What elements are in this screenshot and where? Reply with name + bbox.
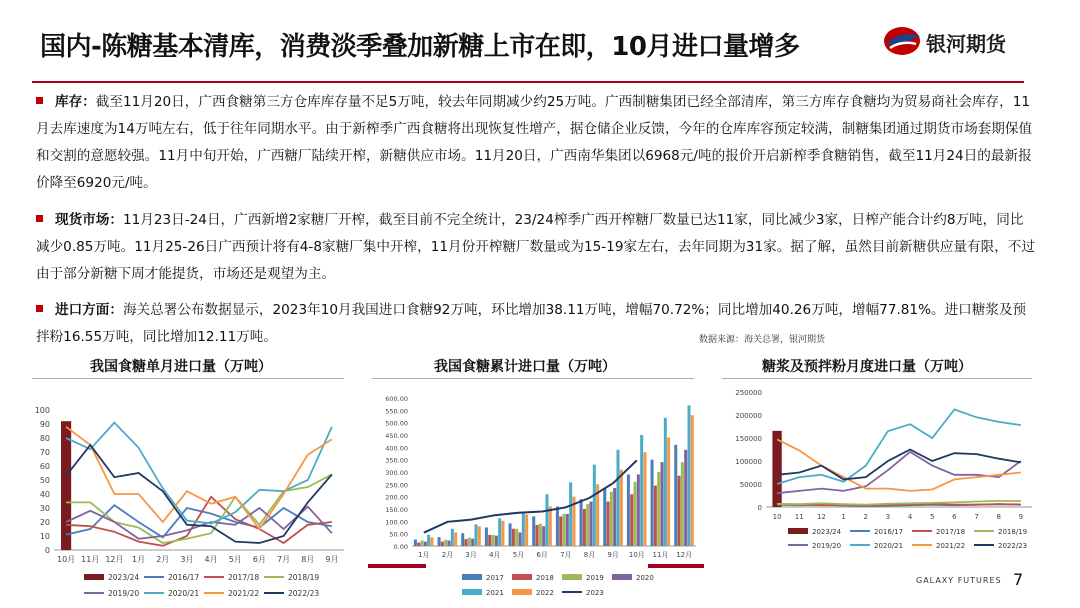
bar-2021	[593, 465, 596, 546]
bar-2018	[512, 529, 515, 546]
bar-2020	[519, 532, 522, 546]
x-tick-label: 7月	[277, 555, 291, 564]
x-tick-label: 7	[974, 513, 979, 521]
bar-2022	[549, 507, 552, 546]
y-tick-label: 0.00	[393, 543, 408, 551]
y-tick-label: 50000	[739, 481, 762, 489]
bar-2017	[556, 507, 559, 546]
legend-label: 2022/23	[998, 542, 1028, 550]
x-tick-label: 9月	[607, 551, 619, 559]
x-tick-label: 11月	[652, 551, 669, 559]
bar-2017	[674, 445, 677, 546]
bar-2018	[630, 494, 633, 546]
legend-label: 2023	[586, 589, 604, 597]
x-tick-label: 9	[1018, 513, 1024, 521]
x-tick-label: 6月	[536, 551, 548, 559]
paragraph-label: 库存：	[55, 94, 96, 110]
bar-2022	[667, 437, 670, 546]
y-tick-label: 450.00	[385, 432, 408, 440]
paragraph-label: 进口方面：	[55, 302, 123, 318]
bar-2021	[545, 494, 548, 546]
y-tick-label: 40	[39, 490, 50, 499]
x-tick-label: 5月	[512, 551, 525, 559]
bar-2020	[637, 474, 640, 546]
y-tick-label: 0	[757, 504, 762, 512]
y-tick-label: 60	[39, 462, 50, 471]
bar-2021	[498, 518, 501, 546]
x-tick-label: 4月	[489, 551, 501, 559]
paragraph-imports	[36, 297, 1036, 351]
x-tick-label: 11	[794, 513, 804, 521]
legend-swatch	[462, 589, 482, 595]
y-tick-label: 20	[39, 518, 50, 527]
y-tick-label: 600.00	[385, 395, 408, 403]
legend-label: 2019/20	[108, 589, 140, 598]
accent-stub	[648, 564, 704, 568]
bar-2017	[580, 499, 583, 546]
bar-2021	[569, 482, 572, 546]
bar-2020	[566, 514, 569, 546]
legend-label: 2021/22	[936, 542, 966, 550]
bar-2020	[495, 536, 498, 546]
y-tick-label: 200000	[735, 412, 762, 420]
bar-2017	[414, 540, 417, 546]
legend-label: 2017/18	[936, 528, 966, 536]
paragraph-text: 11月23日-24日，广西新增2家糖厂开榨，截至目前不完全统计，23/24榨季广西开榨糖厂数量已达11家，同比减少3家，日榨产能合计约8万吨，同比减少0.85万吨。11月25-26日广西预计将有4-8家糖厂集中开榨，11月份开榨糖厂数量或为15-19家左右，去年同期为31家。据了解，虽然目前新糖供应量有限，不过由于部分新糖下周才能提货，市场还是观望为主。	[36, 212, 1035, 282]
bar-2022	[501, 521, 504, 546]
series-line-2022-23	[66, 445, 332, 543]
y-tick-label: 350.00	[385, 456, 408, 465]
bar-2021	[640, 435, 643, 546]
y-tick-label: 50.00	[389, 530, 408, 539]
bar-2022	[643, 452, 646, 546]
bar-2020	[590, 502, 593, 546]
paragraph-text: 截至11月20日，广西食糖第三方仓库库存量不足5万吨，较去年同期减少约25万吨。广西制糖集团已经全部清库，第三方库存食糖均为贸易商社会库存，11月去库速度为14万吨左右，低于往年同期水平。由于新榨季广西食糖将出现恢复性增产，据仓储企业反馈，今年的仓库库容预定较满，制糖集团通过期货市场套期保值和交割的意愿较强。11月中旬开始，广西糖厂陆续开榨，新糖供应市场。11月20日，广西南华集团以6968元/吨的报价开启新榨季食糖销售，截至11月24日的最新报价降至6920元/吨。	[36, 94, 1033, 191]
bar-2020	[448, 541, 451, 546]
bar-2019	[634, 482, 637, 546]
bar-2017	[627, 474, 630, 546]
y-tick-label: 0	[44, 546, 50, 555]
bar-2019	[421, 541, 424, 546]
y-tick-label: 250.00	[385, 481, 408, 490]
bar-2017	[509, 523, 512, 546]
bar-2019	[657, 472, 660, 546]
bar-2022	[525, 514, 528, 546]
chart2-title: 我国食糖累计进口量（万吨）	[434, 359, 616, 375]
bar-2022	[454, 532, 457, 546]
series-line-2021-22	[777, 439, 1021, 491]
x-tick-label: 12	[816, 513, 826, 521]
header-rule	[32, 81, 1024, 83]
bar-2020	[471, 539, 474, 546]
y-tick-label: 90	[39, 420, 50, 429]
chart1-monthly-imports	[28, 388, 348, 602]
chart2-cumulative-imports	[370, 386, 700, 602]
legend-swatch	[562, 574, 582, 580]
legend-label: 2016/17	[168, 573, 200, 582]
x-tick-label: 5月	[228, 555, 242, 564]
legend-swatch	[788, 528, 808, 534]
bar-2018	[583, 509, 586, 546]
bar-2018	[417, 543, 420, 546]
x-tick-label: 11月	[81, 555, 100, 564]
legend-label: 2017	[486, 574, 504, 582]
legend-label: 2018/19	[998, 528, 1028, 536]
y-tick-label: 500.00	[385, 419, 408, 428]
legend-swatch	[84, 574, 104, 580]
bar-2018	[441, 542, 444, 546]
y-tick-label: 10	[39, 532, 50, 541]
x-tick-label: 8	[996, 513, 1001, 521]
series-line-2018-19	[66, 474, 332, 543]
x-tick-label: 2	[863, 513, 868, 521]
x-tick-label: 1	[841, 513, 846, 521]
chart1-title: 我国食糖单月进口量（万吨）	[90, 359, 272, 375]
x-tick-label: 3	[885, 513, 891, 521]
paragraph-label: 现货市场：	[55, 212, 123, 228]
y-tick-label: 100	[34, 406, 50, 415]
x-tick-label: 9月	[325, 555, 339, 564]
bar-2022	[620, 470, 623, 546]
bullet-square-icon	[36, 215, 43, 222]
x-tick-label: 1月	[418, 551, 430, 559]
bar-2020	[661, 462, 664, 546]
series-line-2019-20	[777, 452, 1021, 493]
bullet-square-icon	[36, 97, 43, 104]
legend-label: 2020/21	[874, 542, 904, 550]
brand-logo	[882, 24, 1052, 64]
y-tick-label: 30	[39, 504, 50, 513]
chart3-syrup-imports	[722, 386, 1036, 566]
legend-label: 2023/24	[812, 528, 842, 536]
bar-2021	[616, 450, 619, 546]
bar-2019	[563, 514, 566, 546]
data-source-note: 数据来源：海关总署，银河期货	[699, 335, 826, 345]
legend-label: 2019/20	[812, 542, 842, 550]
galaxy-logo-icon	[882, 24, 922, 58]
bar-2021	[687, 405, 690, 546]
legend-label: 2018/19	[288, 573, 320, 582]
bar-2018	[678, 476, 681, 546]
y-tick-label: 550.00	[385, 407, 408, 416]
series-line-2020-21	[777, 410, 1021, 485]
x-tick-label: 10月	[56, 555, 76, 564]
bar-2019	[610, 492, 613, 546]
bar-2023-24	[772, 431, 781, 507]
x-tick-label: 12月	[105, 555, 124, 564]
paragraph-inventory	[36, 89, 1036, 197]
x-tick-label: 12月	[676, 551, 693, 559]
legend-label: 2020/21	[168, 589, 200, 598]
y-tick-label: 50	[39, 476, 50, 485]
x-tick-label: 10月	[628, 551, 645, 559]
bar-2018	[488, 535, 491, 546]
x-tick-label: 1月	[132, 555, 146, 564]
chart3-title-rule	[722, 378, 1032, 379]
legend-label: 2020	[636, 574, 654, 582]
legend-label: 2022	[536, 589, 554, 597]
y-tick-label: 300.00	[385, 469, 408, 477]
x-tick-label: 3月	[465, 551, 477, 559]
bar-2018	[559, 516, 562, 546]
y-tick-label: 70	[39, 448, 50, 457]
bar-2017	[651, 460, 654, 546]
bar-2021	[474, 524, 477, 546]
x-tick-label: 6	[952, 513, 957, 521]
x-tick-label: 5	[930, 513, 935, 521]
legend-label: 2023/24	[108, 573, 140, 582]
x-tick-label: 10	[772, 513, 782, 521]
bar-2018	[465, 539, 468, 546]
y-tick-label: 200.00	[385, 493, 408, 502]
page-title: 国内-陈糖基本清库，消费淡季叠加新糖上市在即，10月进口量增多	[40, 32, 800, 62]
y-tick-label: 100000	[735, 458, 762, 466]
x-tick-label: 6月	[252, 555, 266, 564]
legend-swatch	[512, 574, 532, 580]
footer-brand: GALAXY FUTURES	[916, 576, 1002, 585]
bar-2019	[515, 529, 518, 546]
paragraph-text: 海关总署公布数据显示，2023年10月我国进口食糖92万吨，环比增加38.11万吨，增幅70.72%；同比增加40.26万吨，增幅77.81%。进口糖浆及预拌粉16.55万吨，同比增加12.11万吨。	[36, 302, 1027, 345]
legend-swatch	[612, 574, 632, 580]
x-tick-label: 4	[907, 513, 913, 521]
bar-2019	[681, 462, 684, 546]
legend-label: 2019	[586, 574, 604, 582]
page-number: 7	[1013, 570, 1024, 589]
bar-2019	[444, 540, 447, 546]
bar-2021	[427, 535, 430, 546]
legend-label: 2017/18	[228, 573, 260, 582]
bar-2018	[607, 502, 610, 546]
y-tick-label: 150.00	[385, 506, 408, 514]
legend-label: 2018	[536, 574, 554, 582]
chart1-title-rule	[32, 378, 344, 379]
bar-2022	[430, 537, 433, 546]
x-tick-label: 8月	[583, 551, 596, 559]
chart3-title: 糖浆及预拌粉月度进口量（万吨）	[762, 359, 972, 375]
bar-2022	[691, 415, 694, 546]
bar-2020	[613, 488, 616, 546]
legend-label: 2021/22	[228, 589, 260, 598]
bar-2017	[461, 533, 464, 546]
bar-2019	[468, 538, 471, 546]
y-tick-label: 150000	[735, 435, 762, 443]
y-tick-label: 400.00	[385, 444, 408, 453]
bar-2017	[438, 537, 441, 546]
accent-stub	[368, 564, 426, 568]
x-tick-label: 2月	[156, 555, 170, 564]
y-tick-label: 100.00	[385, 518, 408, 527]
bar-2017	[603, 488, 606, 546]
x-tick-label: 7月	[560, 551, 572, 559]
paragraph-spot-market	[36, 207, 1036, 288]
bar-2020	[424, 542, 427, 546]
x-tick-label: 8月	[301, 555, 315, 564]
chart2-title-rule	[372, 378, 694, 379]
series-line-2020-21	[66, 423, 332, 524]
bullet-square-icon	[36, 305, 43, 312]
y-tick-label: 80	[39, 434, 50, 443]
bar-2021	[664, 418, 667, 546]
legend-label: 2022/23	[288, 589, 320, 598]
legend-label: 2021	[486, 589, 504, 597]
bar-2019	[539, 524, 542, 546]
legend-label: 2016/17	[874, 528, 904, 536]
bar-2020	[684, 450, 687, 546]
x-tick-label: 4月	[204, 555, 218, 564]
bar-2022	[478, 526, 481, 546]
bar-2017	[485, 528, 488, 547]
bar-2021	[522, 511, 525, 546]
x-tick-label: 3月	[180, 555, 194, 564]
brand-name: 银河期货	[926, 32, 1006, 56]
bar-2021	[451, 529, 454, 546]
bar-2018	[536, 525, 539, 546]
legend-swatch	[462, 574, 482, 580]
bar-2020	[542, 526, 545, 546]
y-tick-label: 250000	[735, 389, 762, 397]
bar-2017	[532, 516, 535, 546]
bar-2018	[654, 486, 657, 546]
bar-2019	[586, 504, 589, 546]
bar-2019	[492, 535, 495, 546]
x-tick-label: 2月	[441, 551, 454, 559]
legend-swatch	[512, 589, 532, 595]
